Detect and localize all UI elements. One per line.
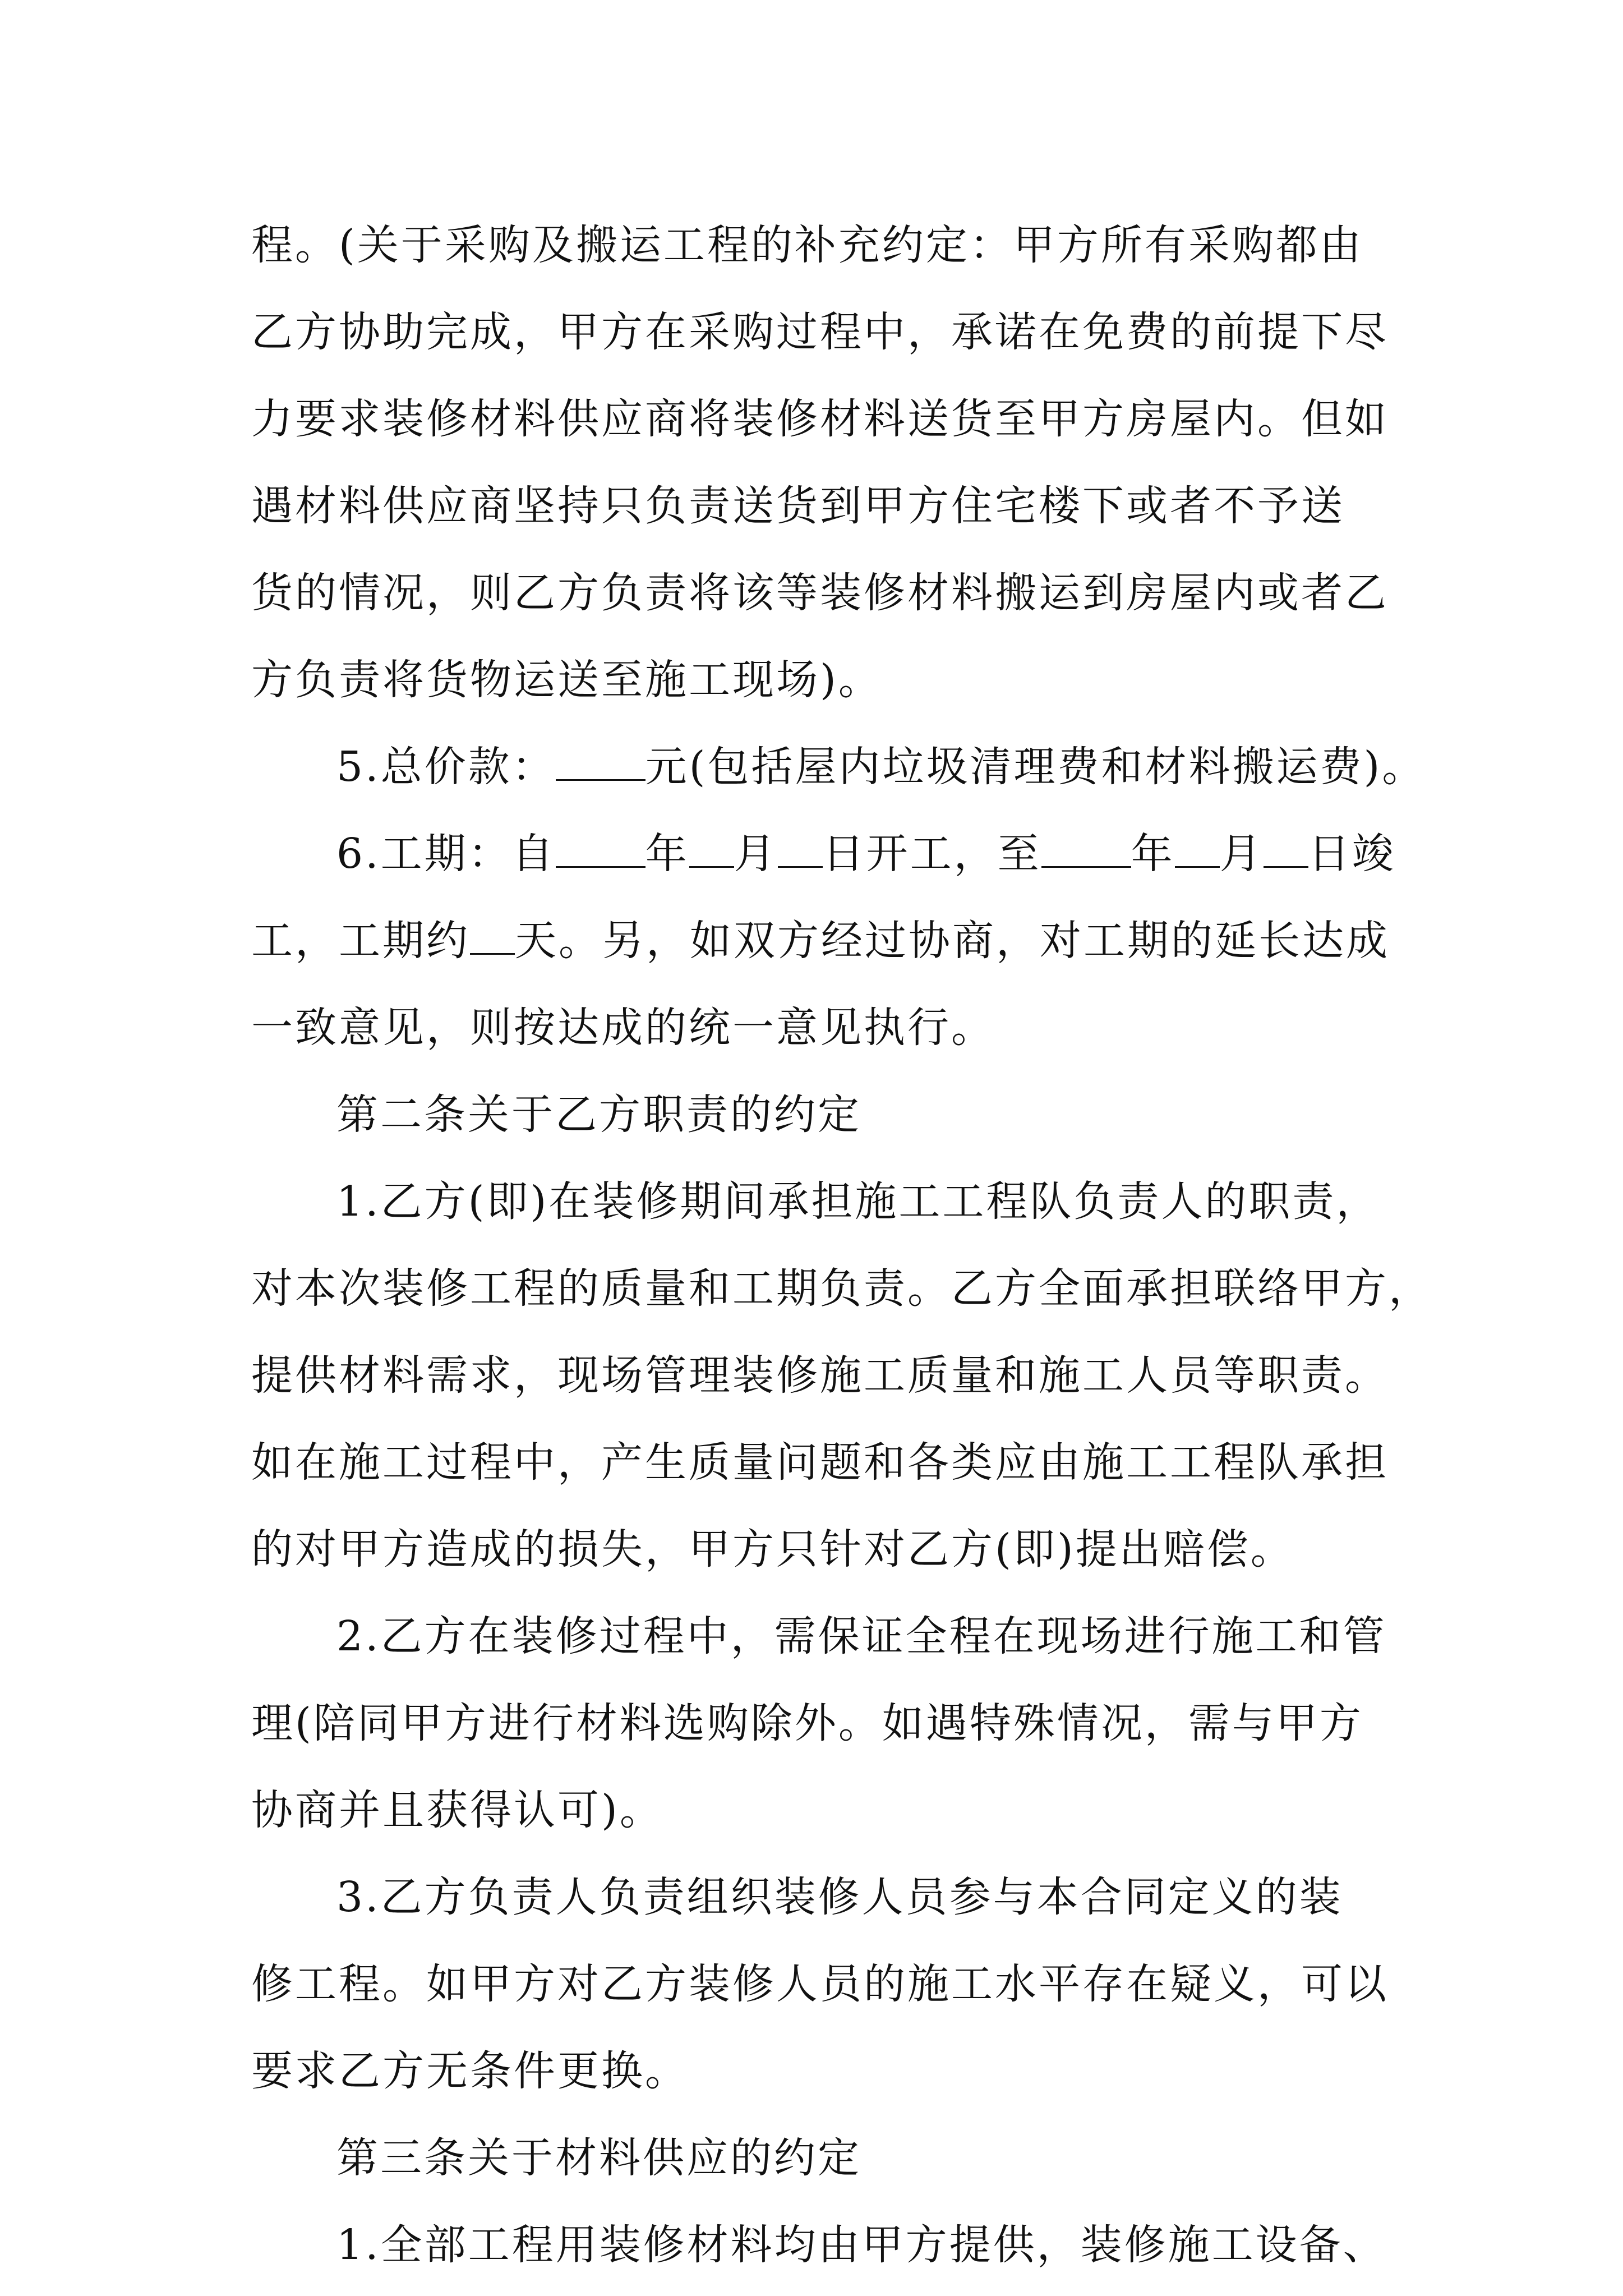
article-2-line: 的对甲方造成的损失，甲方只针对乙方(即)提出赔偿。 — [251, 1525, 1294, 1573]
month-label: 月 — [1219, 830, 1264, 878]
body-line: 乙方协助完成，甲方在采购过程中，承诺在免费的前提下尽 — [251, 308, 1389, 356]
article-2-line: 1.乙方(即)在装修期间承担施工工程队负责人的职责， — [336, 1177, 1380, 1226]
day-blank — [1264, 832, 1308, 868]
day-label: 日竣 — [1308, 830, 1396, 878]
price-blank — [556, 746, 645, 781]
year-blank — [1041, 832, 1131, 868]
article-2-line: 对本次装修工程的质量和工期负责。乙方全面承担联络甲方， — [251, 1264, 1432, 1313]
article-2-line: 3.乙方负责人负责组织装修人员参与本合同定义的装 — [336, 1873, 1343, 1921]
article-3-line: 1.全部工程用装修材料均由甲方提供，装修施工设备、 — [336, 2221, 1387, 2269]
price-text: 元(包括屋内垃圾清理费和材料搬运费)。 — [645, 743, 1426, 791]
article-2-line: 2.乙方在装修过程中，需保证全程在现场进行施工和管 — [336, 1612, 1387, 1660]
article-2-line: 要求乙方无条件更换。 — [251, 2047, 689, 2095]
price-clause — [336, 742, 1426, 792]
article-2-line: 协商并且获得认可)。 — [251, 1786, 663, 1834]
period-start: 6.工期：自 — [336, 830, 556, 878]
body-line: 方负责将货物运送至施工现场)。 — [251, 656, 882, 704]
day-label: 日开工，至 — [822, 830, 1041, 878]
month-label: 月 — [734, 830, 778, 878]
article-2-line: 如在施工过程中，产生质量问题和各类应由施工工程队承担 — [251, 1438, 1389, 1487]
period-clause-line-1 — [336, 829, 1396, 879]
article-2-line: 提供材料需求，现场管理装修施工质量和施工人员等职责。 — [251, 1351, 1389, 1400]
article-2-line: 理(陪同甲方进行材料选购除外。如遇特殊情况，需与甲方 — [251, 1699, 1363, 1747]
year-blank — [556, 832, 645, 868]
month-blank — [1175, 832, 1220, 868]
month-blank — [689, 832, 734, 868]
body-line: 遇材料供应商坚持只负责送货到甲方住宅楼下或者不予送 — [251, 482, 1345, 530]
year-label: 年 — [645, 830, 689, 878]
body-line: 力要求装修材料供应商将装修材料送货至甲方房屋内。但如 — [251, 395, 1389, 443]
days-blank — [470, 919, 515, 955]
period-text: 工，工期约 — [251, 917, 470, 965]
article-3-title: 第三条关于材料供应的约定 — [336, 2134, 861, 2182]
body-line: 程。(关于采购及搬运工程的补充约定：甲方所有采购都由 — [251, 221, 1363, 269]
year-label: 年 — [1131, 830, 1175, 878]
body-line: 货的情况，则乙方负责将该等装修材料搬运到房屋内或者乙 — [251, 569, 1389, 617]
day-blank — [778, 832, 823, 868]
period-clause-line-3: 一致意见，则按达成的统一意见执行。 — [251, 1004, 995, 1052]
article-2-title: 第二条关于乙方职责的约定 — [336, 1091, 861, 1139]
price-label: 5.总价款： — [336, 743, 556, 791]
period-clause-line-2 — [251, 915, 1390, 966]
article-2-line: 修工程。如甲方对乙方装修人员的施工水平存在疑义，可以 — [251, 1960, 1389, 2008]
period-text: 天。另，如双方经过协商，对工期的延长达成 — [515, 917, 1390, 965]
